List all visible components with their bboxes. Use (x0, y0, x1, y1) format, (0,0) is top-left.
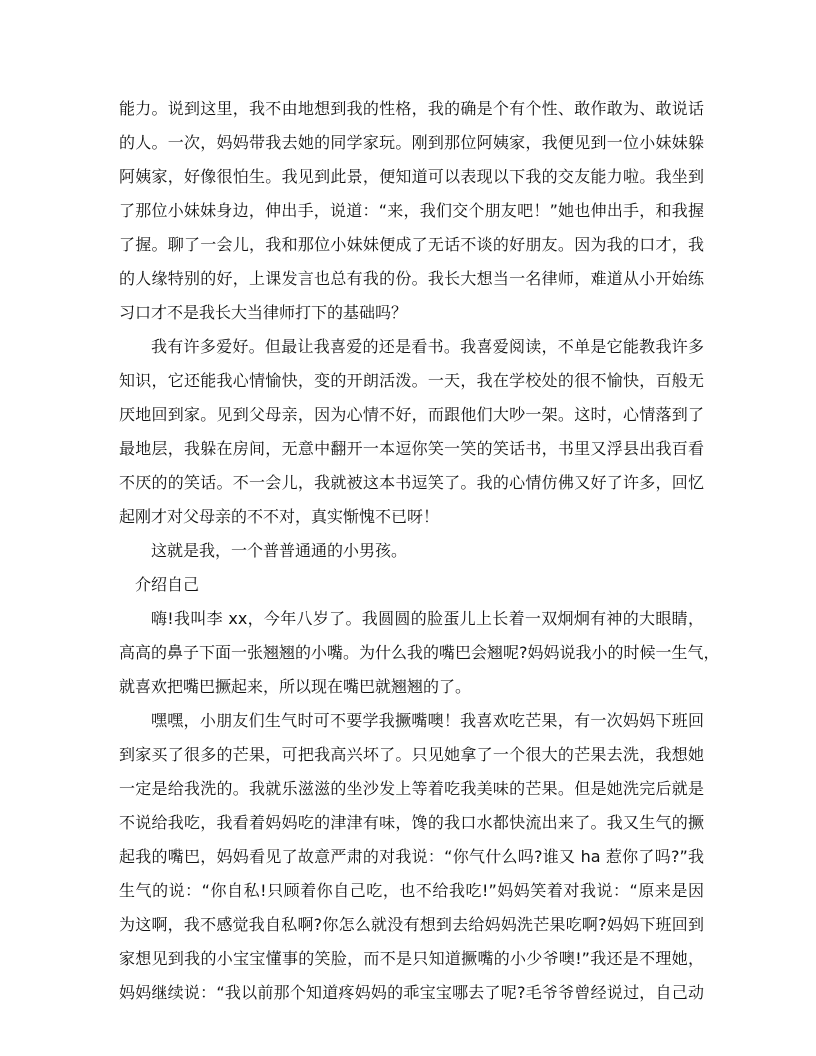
text-line: 妈妈继续说：“我以前那个知道疼妈妈的乖宝宝哪去了呢?毛爷爷曾经说过，自己动 (119, 983, 704, 1002)
text-line: 阿姨家，好像很怕生。我见到此景，便知道可以表现以下我的交友能力啦。我坐到 (119, 167, 704, 186)
section-heading: 介绍自己 (135, 575, 200, 594)
text-line: 就喜欢把嘴巴撅起来，所以现在嘴巴就翘翘的了。 (119, 677, 472, 696)
text-line: 起刚才对父母亲的不不对，真实惭愧不已呀！ (119, 507, 440, 526)
text-line: 高高的鼻子下面一张翘翘的小嘴。为什么我的嘴巴会翘呢?妈妈说我小的时候一生气， (119, 643, 720, 662)
text-line: 能力。说到这里，我不由地想到我的性格，我的确是个有个性、敢作敢为、敢说话 (119, 99, 704, 118)
text-line: 了握。聊了一会儿，我和那位小妹妹便成了无话不谈的好朋友。因为我的口才，我 (119, 235, 704, 254)
paragraph-first-line: 这就是我，一个普普通通的小男孩。 (151, 541, 408, 560)
text-line: 家想见到我的小宝宝懂事的笑脸，而不是只知道撅嘴的小少爷噢!”我还是不理她， (119, 949, 704, 968)
text-line: 不说给我吃，我看着妈妈吃的津津有味，馋的我口水都快流出来了。我又生气的撅 (119, 813, 704, 832)
paragraph-first-line: 我有许多爱好。但最让我喜爱的还是看书。我喜爱阅读，不单是它能教我许多 (151, 337, 704, 356)
text-line: 起我的嘴巴，妈妈看见了故意严肃的对我说：“你气什么吗?谁又 ha 惹你了吗?”我 (119, 847, 704, 866)
paragraph-first-line: 嗨!我叫李 xx，今年八岁了。我圆圆的脸蛋儿上长着一双炯炯有神的大眼睛， (151, 609, 704, 628)
paragraph-first-line: 嘿嘿，小朋友们生气时可不要学我撅嘴噢！我喜欢吃芒果，有一次妈妈下班回 (151, 711, 704, 730)
text-line: 的人缘特别的好，上课发言也总有我的份。我长大想当一名律师，难道从小开始练 (119, 269, 704, 288)
text-line: 为这啊，我不感觉我自私啊?你怎么就没有想到去给妈妈洗芒果吃啊?妈妈下班回到 (119, 915, 704, 934)
text-line: 到家买了很多的芒果，可把我高兴坏了。只见她拿了一个很大的芒果去洗，我想她 (119, 745, 704, 764)
text-line: 习口才不是我长大当律师打下的基础吗？ (119, 303, 408, 322)
text-line: 的人。一次，妈妈带我去她的同学家玩。刚到那位阿姨家，我便见到一位小妹妹躲 (119, 133, 704, 152)
text-line: 最地层，我躲在房间，无意中翻开一本逗你笑一笑的笑话书，书里又浮县出我百看 (119, 439, 704, 458)
text-line: 厌地回到家。见到父母亲，因为心情不好，而跟他们大吵一架。这时，心情落到了 (119, 405, 704, 424)
text-line: 不厌的的笑话。不一会儿，我就被这本书逗笑了。我的心情仿佛又好了许多，回忆 (119, 473, 704, 492)
text-line: 知识，它还能我心情愉快，变的开朗活泼。一天，我在学校处的很不愉快，百般无 (119, 371, 704, 390)
text-line: 了那位小妹妹身边，伸出手，说道：“来，我们交个朋友吧！”她也伸出手，和我握 (119, 201, 704, 220)
text-line: 生气的说：“你自私!只顾着你自己吃，也不给我吃!”妈妈笑着对我说：“原来是因 (119, 881, 704, 900)
text-line: 一定是给我洗的。我就乐滋滋的坐沙发上等着吃我美味的芒果。但是她洗完后就是 (119, 779, 704, 798)
